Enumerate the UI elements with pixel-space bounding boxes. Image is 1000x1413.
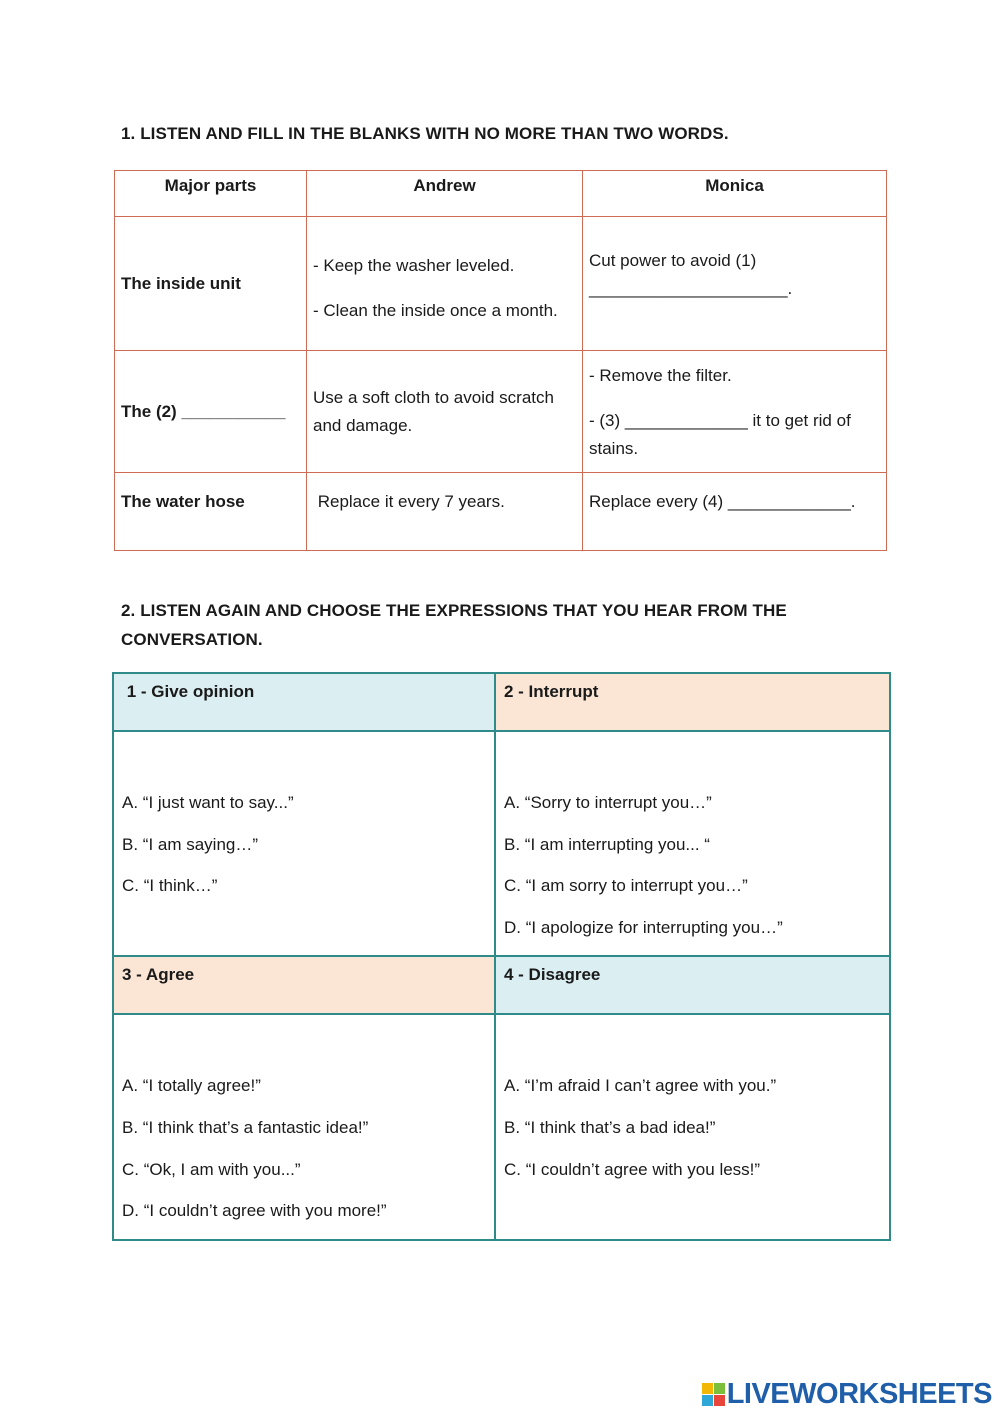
options-interrupt — [495, 731, 890, 956]
list-item: B. “I am interrupting you... “ — [504, 834, 710, 854]
list-item: B. “I think that’s a fantastic idea!” — [122, 1117, 369, 1137]
part-cell-blank-2: The (2) ___________ — [115, 351, 307, 473]
part-cell: The water hose — [115, 473, 307, 551]
monica-note: - Remove the filter. — [589, 366, 732, 385]
table-row — [115, 217, 887, 351]
list-item: A. “I just want to say...” — [122, 793, 294, 812]
group-options-row — [113, 731, 890, 956]
list-item: B. “I think that’s a bad idea!” — [504, 1117, 716, 1137]
expressions-table — [112, 672, 891, 1241]
liveworksheets-logo-icon — [702, 1383, 725, 1406]
list-item: D. “I apologize for interrupting you…” — [504, 917, 783, 937]
list-item: C. “I couldn’t agree with you less!” — [504, 1159, 761, 1179]
group-options-row — [113, 1014, 890, 1239]
monica-cell — [583, 217, 887, 351]
table-row — [115, 473, 887, 551]
andrew-note: Use a soft cloth to avoid scratch and damage. — [313, 387, 554, 435]
group-title-interrupt: 2 - Interrupt — [495, 673, 890, 731]
list-item: A. “I’m afraid I can’t agree with you.” — [504, 1076, 777, 1096]
logo-text: LIVEWORKSHEETS — [726, 1378, 992, 1410]
monica-cell: Replace every (4) _____________. — [583, 473, 887, 551]
col-header-andrew: Andrew — [307, 171, 583, 217]
table-header-row — [115, 171, 887, 217]
group-title-disagree: 4 - Disagree — [495, 956, 890, 1014]
section1-heading: 1. LISTEN AND FILL IN THE BLANKS WITH NO MORE THAN TWO WORDS. — [121, 124, 729, 143]
list-item: D. “I couldn’t agree with you more!” — [122, 1201, 387, 1221]
table-row — [115, 351, 887, 473]
group-header-row — [113, 956, 890, 1014]
andrew-cell — [307, 217, 583, 351]
col-header-major-parts: Major parts — [115, 171, 307, 217]
list-item: B. “I am saying…” — [122, 834, 259, 854]
options-disagree — [495, 1014, 890, 1239]
options-agree — [113, 1014, 495, 1239]
list-item: A. “I totally agree!” — [122, 1076, 261, 1096]
andrew-note: - Keep the washer leveled. — [313, 255, 515, 275]
list-item: C. “Ok, I am with you...” — [122, 1159, 301, 1179]
monica-cell — [583, 351, 887, 473]
andrew-cell: Replace it every 7 years. — [307, 473, 583, 551]
monica-note-blank-3: - (3) _____________ it to get rid of stains. — [589, 411, 851, 458]
options-give-opinion — [113, 731, 495, 956]
group-title-agree: 3 - Agree — [113, 956, 495, 1014]
list-item: A. “Sorry to interrupt you…” — [504, 793, 712, 812]
liveworksheets-logo — [702, 1378, 992, 1411]
group-title-give-opinion: 1 - Give opinion — [113, 673, 495, 731]
part-cell: The inside unit — [115, 217, 307, 351]
monica-note-blank-1: Cut power to avoid (1) _____________________. — [589, 251, 793, 298]
andrew-note: - Clean the inside once a month. — [313, 300, 558, 320]
section2-heading: 2. LISTEN AGAIN AND CHOOSE THE EXPRESSIONS THAT YOU HEAR FROM THE CONVERSATION. — [121, 601, 787, 649]
list-item: C. “I am sorry to interrupt you…” — [504, 876, 748, 896]
col-header-monica: Monica — [583, 171, 887, 217]
group-header-row — [113, 673, 890, 731]
fill-blanks-table — [114, 170, 887, 551]
andrew-cell — [307, 351, 583, 473]
list-item: C. “I think…” — [122, 876, 218, 896]
